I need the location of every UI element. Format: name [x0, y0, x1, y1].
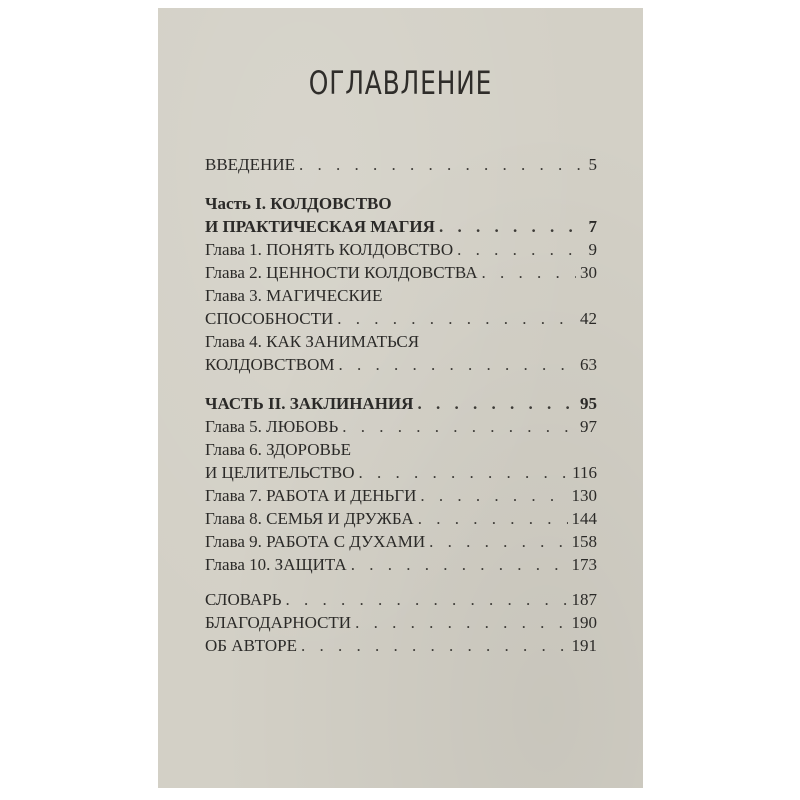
toc-entry-chapter-9	[205, 530, 597, 553]
toc-page-number: 97	[580, 417, 597, 436]
toc-entry-label: Глава 3. МАГИЧЕСКИЕ	[205, 286, 383, 305]
toc-page-number: 30	[580, 263, 597, 282]
toc-entry-label: Глава 8. СЕМЬЯ И ДРУЖБА	[205, 509, 414, 528]
toc-page-number: 116	[572, 463, 597, 482]
toc-page-number: 187	[571, 590, 597, 609]
leader-dots	[420, 484, 567, 507]
toc-entry-label: Глава 10. ЗАЩИТА	[205, 555, 347, 574]
toc-entry-label: ВВЕДЕНИЕ	[205, 155, 295, 174]
toc-entry-chapter-5	[205, 415, 597, 438]
toc-page-number: 173	[571, 555, 597, 574]
toc-entry-label: Глава 7. РАБОТА И ДЕНЬГИ	[205, 486, 417, 505]
toc-page-number: 130	[571, 486, 597, 505]
toc-entry-label: Глава 6. ЗДОРОВЬЕ	[205, 440, 351, 459]
toc-page-number: 158	[571, 532, 597, 551]
leader-dots	[418, 507, 568, 530]
leader-dots	[351, 553, 568, 576]
toc-entry-label: Глава 4. КАК ЗАНИМАТЬСЯ	[205, 332, 420, 351]
leader-dots	[457, 238, 584, 261]
toc-entry-chapter-2	[205, 261, 597, 284]
toc-entry-label: И ПРАКТИЧЕСКАЯ МАГИЯ	[205, 217, 435, 236]
leader-dots	[359, 461, 569, 484]
toc-entry-label: СПОСОБНОСТИ	[205, 309, 334, 328]
toc-entry-introduction	[205, 153, 597, 176]
leader-dots	[342, 415, 576, 438]
leader-dots	[481, 261, 576, 284]
toc-entry-glossary	[205, 588, 597, 611]
toc-page-number: 191	[571, 636, 597, 655]
toc-entry-chapter-4	[205, 330, 597, 376]
toc-entry-part-2	[205, 392, 597, 415]
leader-dots	[299, 153, 585, 176]
book-page	[158, 8, 643, 788]
toc-page-number: 9	[588, 240, 597, 259]
table-of-contents	[205, 153, 597, 657]
leader-dots	[355, 611, 567, 634]
toc-entry-chapter-1	[205, 238, 597, 261]
toc-page-number: 95	[580, 394, 597, 413]
toc-entry-chapter-8	[205, 507, 597, 530]
toc-page-number: 42	[580, 309, 597, 328]
toc-entry-label: БЛАГОДАРНОСТИ	[205, 613, 352, 632]
toc-entry-label: Глава 9. РАБОТА С ДУХАМИ	[205, 532, 426, 551]
toc-entry-chapter-6	[205, 438, 597, 484]
toc-entry-label: КОЛДОВСТВОМ	[205, 355, 335, 374]
toc-entry-label: ЧАСТЬ II. ЗАКЛИНАНИЯ	[205, 394, 414, 413]
page-title: ОГЛАВЛЕНИЕ	[308, 64, 493, 102]
toc-entry-label: ОБ АВТОРЕ	[205, 636, 297, 655]
leader-dots	[285, 588, 567, 611]
toc-entry-label: Глава 1. ПОНЯТЬ КОЛДОВСТВО	[205, 240, 454, 259]
toc-entry-chapter-3	[205, 284, 597, 330]
toc-entry-label: Часть I. КОЛДОВСТВО	[205, 194, 392, 213]
toc-page-number: 5	[588, 155, 597, 174]
toc-entry-label: И ЦЕЛИТЕЛЬСТВО	[205, 463, 355, 482]
leader-dots	[339, 353, 576, 376]
toc-entry-about-author	[205, 634, 597, 657]
toc-page-number: 144	[571, 509, 597, 528]
toc-entry-chapter-7	[205, 484, 597, 507]
toc-entry-label: СЛОВАРЬ	[205, 590, 282, 609]
leader-dots	[439, 215, 585, 238]
toc-page-number: 7	[588, 217, 597, 236]
leader-dots	[337, 307, 576, 330]
leader-dots	[301, 634, 568, 657]
toc-entry-part-1	[205, 192, 597, 238]
toc-entry-label: Глава 5. ЛЮБОВЬ	[205, 417, 339, 436]
leader-dots	[429, 530, 567, 553]
toc-page-number: 63	[580, 355, 597, 374]
toc-entry-label: Глава 2. ЦЕННОСТИ КОЛДОВСТВА	[205, 263, 478, 282]
toc-entry-acknowledgements	[205, 611, 597, 634]
toc-page-number: 190	[571, 613, 597, 632]
toc-entry-chapter-10	[205, 553, 597, 576]
leader-dots	[417, 392, 576, 415]
